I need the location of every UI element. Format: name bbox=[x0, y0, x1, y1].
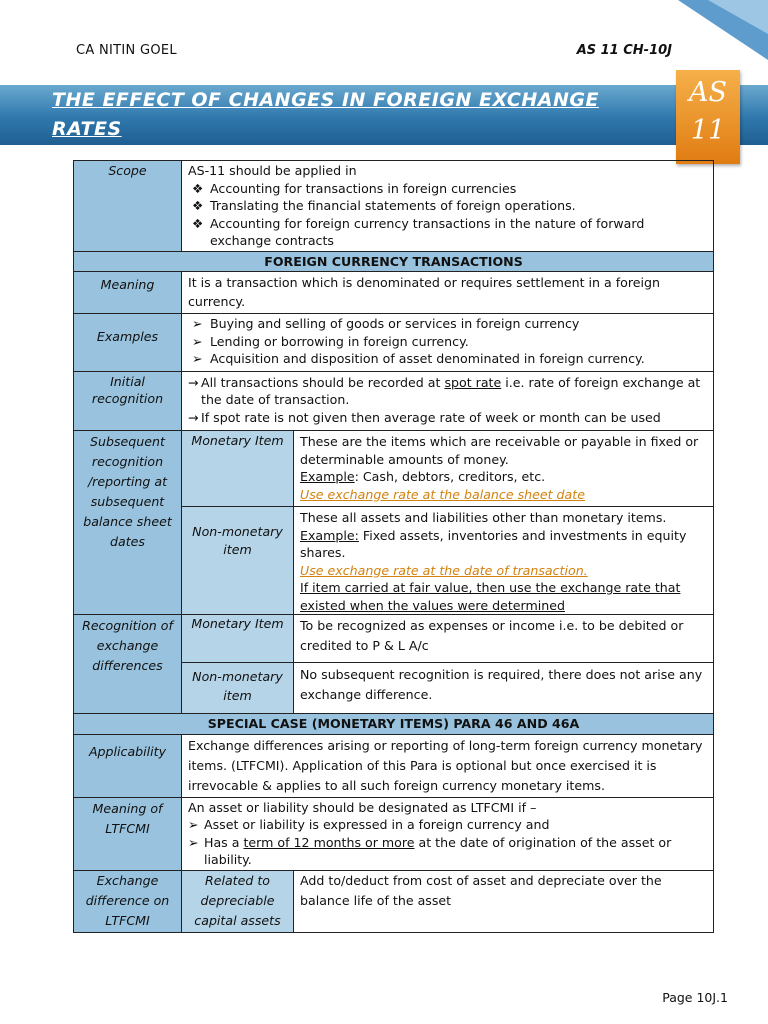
arrow-bullet-icon: ➢ bbox=[192, 333, 203, 349]
arrow-bullet-icon: ➢ bbox=[188, 817, 199, 832]
initial-row bbox=[74, 371, 714, 431]
list-item: ➢ Asset or liability is expressed in a foreign currency and bbox=[188, 817, 550, 832]
meaning-label: Meaning bbox=[74, 272, 182, 314]
list-item: ➢ Has a term of 12 months or more at the date of origination of the asset or liability. bbox=[188, 834, 672, 867]
page-number: Page 10J.1 bbox=[662, 990, 728, 1005]
right-arrow-icon: → bbox=[188, 374, 199, 390]
list-item: → If spot rate is not given then average rate of week or month can be used bbox=[188, 409, 661, 425]
list-item: ➢ Lending or borrowing in foreign currency. bbox=[192, 333, 469, 349]
monetary-item-label: Monetary Item bbox=[182, 431, 294, 507]
content-table bbox=[73, 160, 714, 933]
ltfcmi-label: Meaning of LTFCMI bbox=[74, 797, 182, 870]
chapter-code: AS 11 CH-10J bbox=[576, 43, 672, 58]
nonmonetary-item-label: Non-monetary item bbox=[182, 507, 294, 615]
applicability-label: Applicability bbox=[74, 734, 182, 797]
scope-row bbox=[74, 161, 714, 252]
page-title: THE EFFECT OF CHANGES IN FOREIGN EXCHANGE RATES bbox=[52, 89, 599, 140]
scope-intro: AS-11 should be applied in bbox=[188, 163, 357, 178]
arrow-bullet-icon: ➢ bbox=[188, 834, 199, 850]
diamond-bullet-icon: ❖ bbox=[192, 198, 204, 213]
exchange-row bbox=[74, 870, 714, 932]
nonmonetary-item-content: These all assets and liabilities other than monetary items. Example: Fixed assets, inventories and investments in equity shares. Use exchange rate at the date of transaction. If item carried at fair value, then use the exchange rate that existed when the values were determined bbox=[294, 507, 714, 615]
recognition-nonmonetary-text: No subsequent recognition is required, there does not arise any exchange difference. bbox=[294, 663, 714, 714]
list-item: → All transactions should be recorded at spot rate i.e. rate of foreign exchange at the date of transaction. bbox=[188, 374, 701, 407]
badge-line-2: 11 bbox=[690, 115, 726, 146]
exchange-label: Exchange difference on LTFCMI bbox=[74, 870, 182, 932]
as-badge bbox=[676, 70, 740, 164]
monetary-rule: Use exchange rate at the balance sheet date bbox=[300, 486, 585, 502]
subsequent-label: Subsequent recognition /reporting at subsequent balance sheet dates bbox=[74, 431, 182, 615]
diamond-bullet-icon: ❖ bbox=[192, 215, 204, 231]
nonmonetary-rule: Use exchange rate at the date of transaction. bbox=[300, 562, 588, 578]
diamond-bullet-icon: ❖ bbox=[192, 180, 204, 196]
ltfcmi-content: An asset or liability should be designated as LTFCMI if – ➢ Asset or liability is expressed in a foreign currency and ➢ Has a term of 12 months or more at the date of origination of the asset or liability. bbox=[182, 797, 714, 870]
recognition-monetary-text: To be recognized as expenses or income i.e. to be debited or credited to P & L A/c bbox=[294, 615, 714, 663]
scope-label: Scope bbox=[74, 161, 182, 252]
recognition-nonmonetary-label: Non-monetary item bbox=[182, 663, 294, 714]
recognition-monetary-row bbox=[74, 615, 714, 663]
list-item: ❖ Translating the financial statements of foreign operations. bbox=[192, 198, 576, 213]
recognition-label: Recognition of exchange differences bbox=[74, 615, 182, 714]
badge-line-1: AS bbox=[689, 77, 727, 108]
section-heading: FOREIGN CURRENCY TRANSACTIONS bbox=[74, 251, 714, 272]
list-item: ➢ Acquisition and disposition of asset denominated in foreign currency. bbox=[192, 351, 645, 366]
list-item: ❖ Accounting for foreign currency transactions in the nature of forward exchange contracts bbox=[192, 215, 645, 248]
section-heading: SPECIAL CASE (MONETARY ITEMS) PARA 46 AND 46A bbox=[74, 714, 714, 735]
fair-value-note: If item carried at fair value, then use the exchange rate that existed when the values were determined bbox=[300, 580, 681, 613]
applicability-text: Exchange differences arising or reporting of long-term foreign currency monetary items. (LTFCMI). Application of this Para is optional but once exercised it is irrevocable & applies to all such foreign currency monetary items. bbox=[182, 734, 714, 797]
right-arrow-icon: → bbox=[188, 409, 199, 425]
author-name: CA NITIN GOEL bbox=[76, 43, 177, 58]
recognition-monetary-label: Monetary Item bbox=[182, 615, 294, 663]
applicability-row bbox=[74, 734, 714, 797]
meaning-row bbox=[74, 272, 714, 314]
initial-label: Initial recognition bbox=[74, 371, 182, 431]
exchange-sub-label: Related to depreciable capital assets bbox=[182, 870, 294, 932]
initial-content bbox=[182, 371, 714, 431]
examples-row bbox=[74, 314, 714, 372]
arrow-bullet-icon: ➢ bbox=[192, 351, 203, 366]
list-item: ➢ Buying and selling of goods or services in foreign currency bbox=[192, 316, 580, 331]
scope-content bbox=[182, 161, 714, 252]
monetary-item-content: These are the items which are receivable or payable in fixed or determinable amounts of money. Example: Cash, debtors, creditors, etc. Use exchange rate at the balance sheet date bbox=[294, 431, 714, 507]
examples-label: Examples bbox=[74, 314, 182, 372]
examples-content bbox=[182, 314, 714, 372]
list-item: ❖ Accounting for transactions in foreign currencies bbox=[192, 180, 517, 196]
meaning-text: It is a transaction which is denominated or requires settlement in a foreign currency. bbox=[182, 272, 714, 314]
arrow-bullet-icon: ➢ bbox=[192, 316, 203, 331]
corner-decoration bbox=[678, 0, 768, 60]
subsequent-monetary-row bbox=[74, 431, 714, 507]
exchange-text: Add to/deduct from cost of asset and depreciate over the balance life of the asset bbox=[294, 870, 714, 932]
ltfcmi-row bbox=[74, 797, 714, 870]
